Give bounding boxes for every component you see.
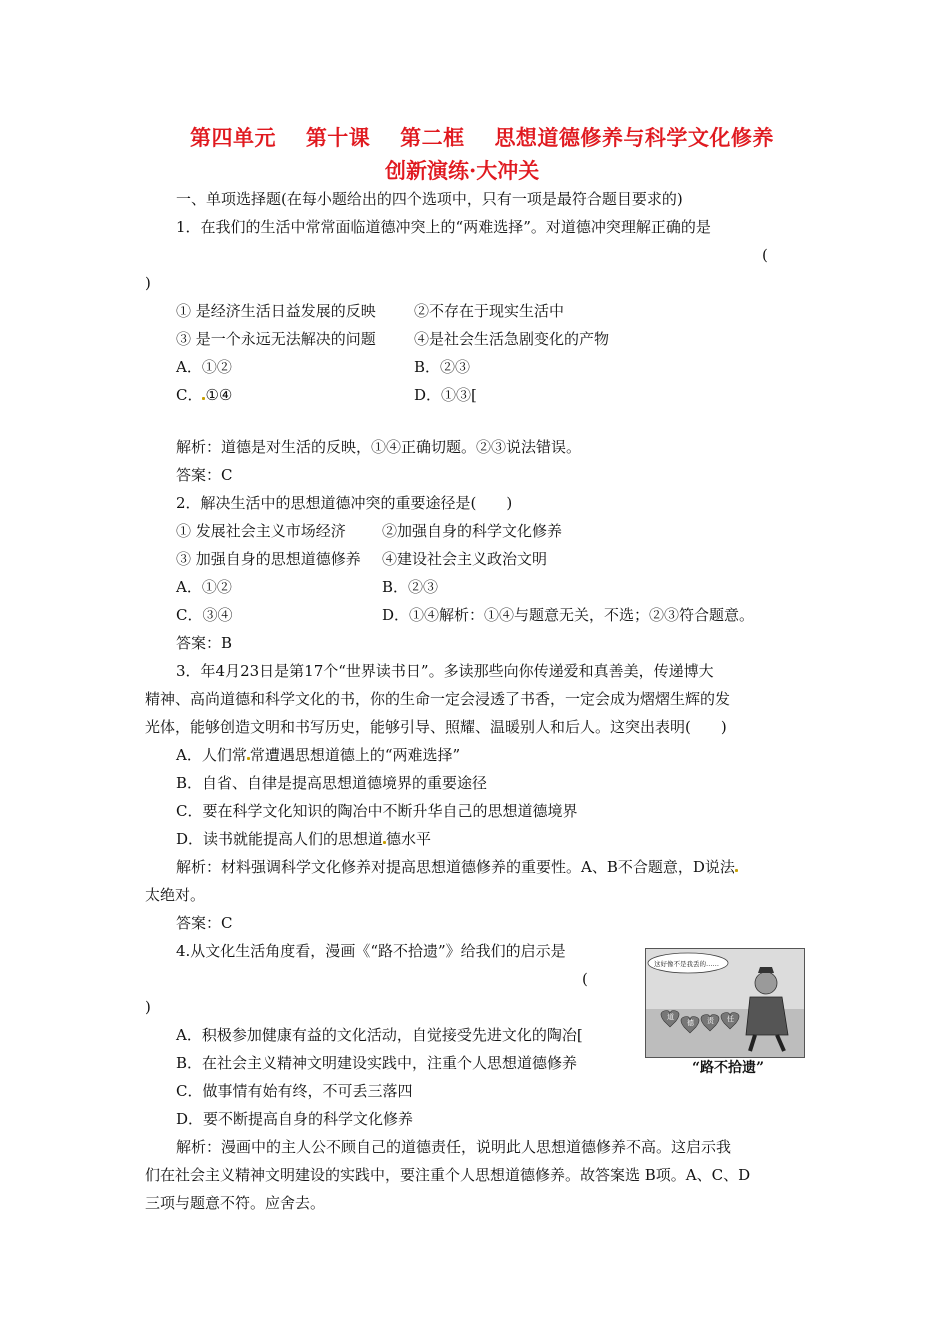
- q4-option-b: B．在社会主义精神文明建设实践中，注重个人思想道德修养: [176, 1054, 578, 1072]
- q4-option-a: A．积极参加健康有益的文化活动，自觉接受先进文化的陶冶[: [176, 1026, 583, 1044]
- page-subtitle: 创新演练·大冲关: [385, 158, 540, 183]
- page-title: [190, 122, 774, 152]
- q3-line-2: 精神、高尚道德和科学文化的书，你的生命一定会浸透了书香，一定会成为熠熠生辉的发: [145, 690, 731, 708]
- q1-statement-3: ③ 是一个永远无法解决的问题: [176, 330, 376, 348]
- frame-label: 第二框: [400, 125, 465, 150]
- q3-line-1: 3．年4月23日是第17个“世界读书日”。多读那些向你传递爱和真善美，传递博大: [176, 662, 714, 680]
- topic-label: 思想道德修养与科学文化修养: [494, 125, 774, 150]
- q2-answer: 答案：B: [176, 634, 233, 652]
- q2-statement-3: ③ 加强自身的思想道德修养: [176, 550, 361, 568]
- q1-option-c: [176, 381, 232, 409]
- q4-analysis-line-3: 三项与题意不符。应舍去。: [145, 1194, 326, 1212]
- q1-option-c-text: ①④: [205, 386, 233, 404]
- q3-option-a-prefix: A．人们常: [176, 746, 247, 764]
- cartoon-heart-label: 德: [687, 1019, 694, 1027]
- q1-option-a: A．①②: [176, 358, 232, 376]
- q3-option-c: C．要在科学文化知识的陶冶中不断升华自己的思想道德境界: [176, 802, 578, 820]
- q1-option-d: D．①③[: [414, 386, 477, 404]
- q3-option-d-prefix: D．读书就能提高人们的思想道: [176, 830, 384, 848]
- q2-statement-1: ① 发展社会主义市场经济: [176, 522, 346, 540]
- q3-line-3: 光体，能够创造文明和书写历史，能够引导、照耀、温暖别人和后人。这突出表明( ): [145, 718, 727, 736]
- q3-option-d: [176, 825, 431, 853]
- cartoon-caption: “路不拾遗”: [692, 1060, 765, 1076]
- q1-answer: 答案：C: [176, 466, 233, 484]
- q3-analysis-line-2: 太绝对。: [145, 886, 206, 904]
- cartoon-heart-label: 责: [707, 1017, 714, 1025]
- speck-mark: [735, 869, 738, 872]
- section-intro: 一、单项选择题(在每小题给出的四个选项中，只有一项是最符合题目要求的): [176, 190, 683, 208]
- q4-paren-open: (: [582, 970, 588, 988]
- unit-label: 第四单元: [190, 125, 276, 150]
- cartoon-heart-label: 道: [667, 1013, 674, 1021]
- q3-option-d-text: 德水平: [386, 830, 432, 848]
- q2-statement-4: ④建设社会主义政治文明: [382, 550, 548, 568]
- q3-analysis-line-1: [176, 853, 738, 881]
- q1-statement-4: ④是社会生活急剧变化的产物: [414, 330, 610, 348]
- q3-option-a: [176, 741, 460, 769]
- q1-paren-close: ): [145, 274, 151, 292]
- q1-stem: 1．在我们的生活中常常面临道德冲突上的“两难选择”。对道德冲突理解正确的是: [176, 218, 711, 236]
- q1-paren-open: (: [762, 246, 768, 264]
- q4-analysis-line-1: 解析：漫画中的主人公不顾自己的道德责任，说明此人思想道德修养不高。这启示我: [176, 1138, 732, 1156]
- q1-statement-2: ②不存在于现实生活中: [414, 302, 565, 320]
- q3-option-b: B．自省、自律是提高思想道德境界的重要途径: [176, 774, 488, 792]
- cartoon-heart-label: 任: [727, 1015, 734, 1023]
- q4-paren-close: ): [145, 998, 151, 1016]
- q2-option-c: C．③④: [176, 606, 233, 624]
- q2-statement-2: ②加强自身的科学文化修养: [382, 522, 563, 540]
- lesson-label: 第十课: [305, 125, 371, 150]
- cartoon-illustration: [645, 948, 805, 1058]
- q3-answer: 答案：C: [176, 914, 233, 932]
- q2-option-b: B．②③: [382, 578, 439, 596]
- cartoon-bubble-text: 这好像不是我丢的……: [654, 960, 719, 968]
- q4-option-d: D．要不断提高自身的科学文化修养: [176, 1110, 414, 1128]
- q1-statement-1: ① 是经济生活日益发展的反映: [176, 302, 376, 320]
- q2-option-d-analysis: D．①④解析：①④与题意无关，不选；②③符合题意。: [382, 606, 755, 624]
- q1-option-b: B．②③: [414, 358, 471, 376]
- q4-option-c: C．做事情有始有终，不可丢三落四: [176, 1082, 413, 1100]
- q4-stem: 4.从文化生活角度看，漫画《“路不拾遗”》给我们的启示是: [176, 942, 566, 960]
- cartoon-drawing: [646, 949, 804, 1057]
- q4-analysis-line-2: 们在社会主义精神文明建设的实践中，要注重个人思想道德修养。故答案选 B项。A、C、D: [145, 1166, 751, 1184]
- q3-option-a-text: 常遭遇思想道德上的“两难选择”: [249, 746, 461, 764]
- q1-option-c-prefix: C．: [176, 386, 203, 404]
- q2-stem: 2．解决生活中的思想道德冲突的重要途径是( ): [176, 494, 513, 512]
- q1-analysis: 解析：道德是对生活的反映，①④正确切题。②③说法错误。: [176, 438, 582, 456]
- q2-option-a: A．①②: [176, 578, 232, 596]
- q3-analysis-text: 解析：材料强调科学文化修养对提高思想道德修养的重要性。A、B不合题意，D说法: [176, 858, 735, 876]
